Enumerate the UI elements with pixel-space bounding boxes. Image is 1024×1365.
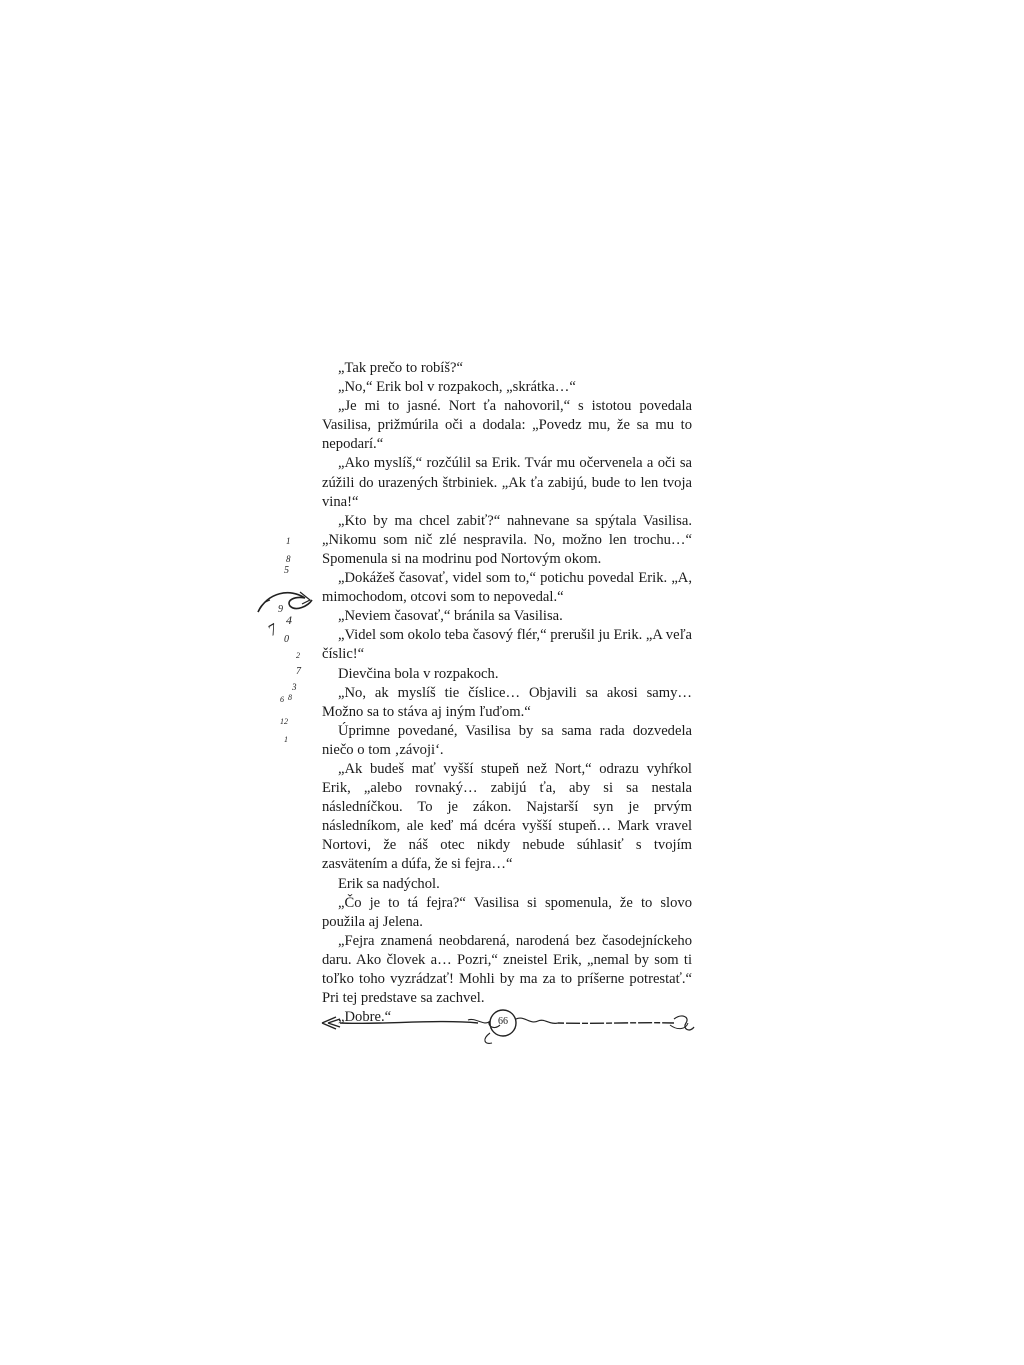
page-number: 66 (498, 1016, 508, 1027)
ornament-digit: 1 (286, 536, 291, 546)
paragraph: „Dobre.“ (338, 1009, 392, 1026)
paragraph: Úprimne povedané, Vasilisa by sa sama rada dozvedela niečo o tom ‚závoji‘. (322, 722, 692, 758)
paragraph: „No,“ Erik bol v rozpakoch, „skrátka…“ (338, 379, 576, 396)
paragraph: „No, ak myslíš tie číslice… Objavili sa akosi samy… Možno sa to stáva aj iným ľuďom.“ (322, 684, 692, 720)
paragraph: „Ak budeš mať vyšší stupeň než Nort,“ odrazu vyhŕkol Erik, „alebo rovnaký… zabijú ťa, aby si sa nestala následníčkou. To je zákon. Najstarší syn je prvým následníkom, ale keď má dcéra vyšší stupeň… Mark vravel Nortovi, že náš otec nikdy nebude súhlasiť s tvojím zasvätením a dúfa, že si fejra…“ (322, 760, 692, 873)
ornament-digit: 9 (278, 604, 283, 615)
ornament-digit: 8 (288, 693, 292, 702)
paragraph: „Videl som okolo teba časový flér,“ prerušil ju Erik. „A veľa číslic!“ (322, 627, 692, 663)
ornament-digit: 6 (280, 695, 284, 704)
paragraph: „Neviem časovať,“ bránila sa Vasilisa. (338, 608, 563, 625)
ornament-digit: 2 (296, 651, 300, 660)
ornament-digit: 12 (280, 717, 288, 726)
numeral-swirl-ornament (250, 530, 320, 745)
paragraph: Erik sa nadýchol. (338, 875, 440, 892)
paragraph: „Tak prečo to robíš?“ (338, 360, 463, 376)
ornament-digit: 0 (284, 634, 289, 645)
ornament-digit: 7 (296, 666, 301, 677)
paragraph: „Fejra znamená neobdarená, narodená bez časodejníckeho daru. Ako človek a… Pozri,“ zneistel Erik, „nemal by som ti toľko toho vyzrádzať! Mohli by ma za to príšerne potrestať.“ Pri tej predstave sa zachvel. (322, 932, 692, 1007)
paragraph: Dievčina bola v rozpakoch. (338, 665, 499, 682)
paragraph: „Dokážeš časovať, videl som to,“ potichu povedal Erik. „A, mimochodom, otcovi som to nepovedal.“ (322, 570, 692, 606)
ornament-digit: 5 (284, 565, 289, 576)
ornament-digit: 7 (265, 620, 281, 640)
ornament-digit: 4 (286, 613, 292, 627)
paragraph: „Je mi to jasné. Nort ťa nahovoril,“ s istotou povedala Vasilisa, prižmúrila oči a dodala: „Povedz mu, že sa mu to nepodarí.“ (322, 398, 692, 453)
paragraph: „Kto by ma chcel zabiť?“ nahnevane sa spýtala Vasilisa. „Nikomu som nič zlé nespravila. No, možno len trochu…“ Spomenula si na modrinu pod Nortovým okom. (322, 512, 692, 567)
ornament-digit: 1 (284, 735, 288, 744)
ornament-digit: 3 (292, 682, 297, 692)
paragraph: „Ako myslíš,“ rozčúlil sa Erik. Tvár mu očervenela a oči sa zúžili do urazených štrbiniek. „Ak ťa zabijú, bude to len tvoja vina!“ (322, 455, 692, 510)
body-text (322, 359, 692, 1027)
ornament-digit: 8 (286, 554, 291, 564)
paragraph: „Čo je to tá fejra?“ Vasilisa si spomenula, že to slovo použila aj Jelena. (322, 894, 692, 930)
